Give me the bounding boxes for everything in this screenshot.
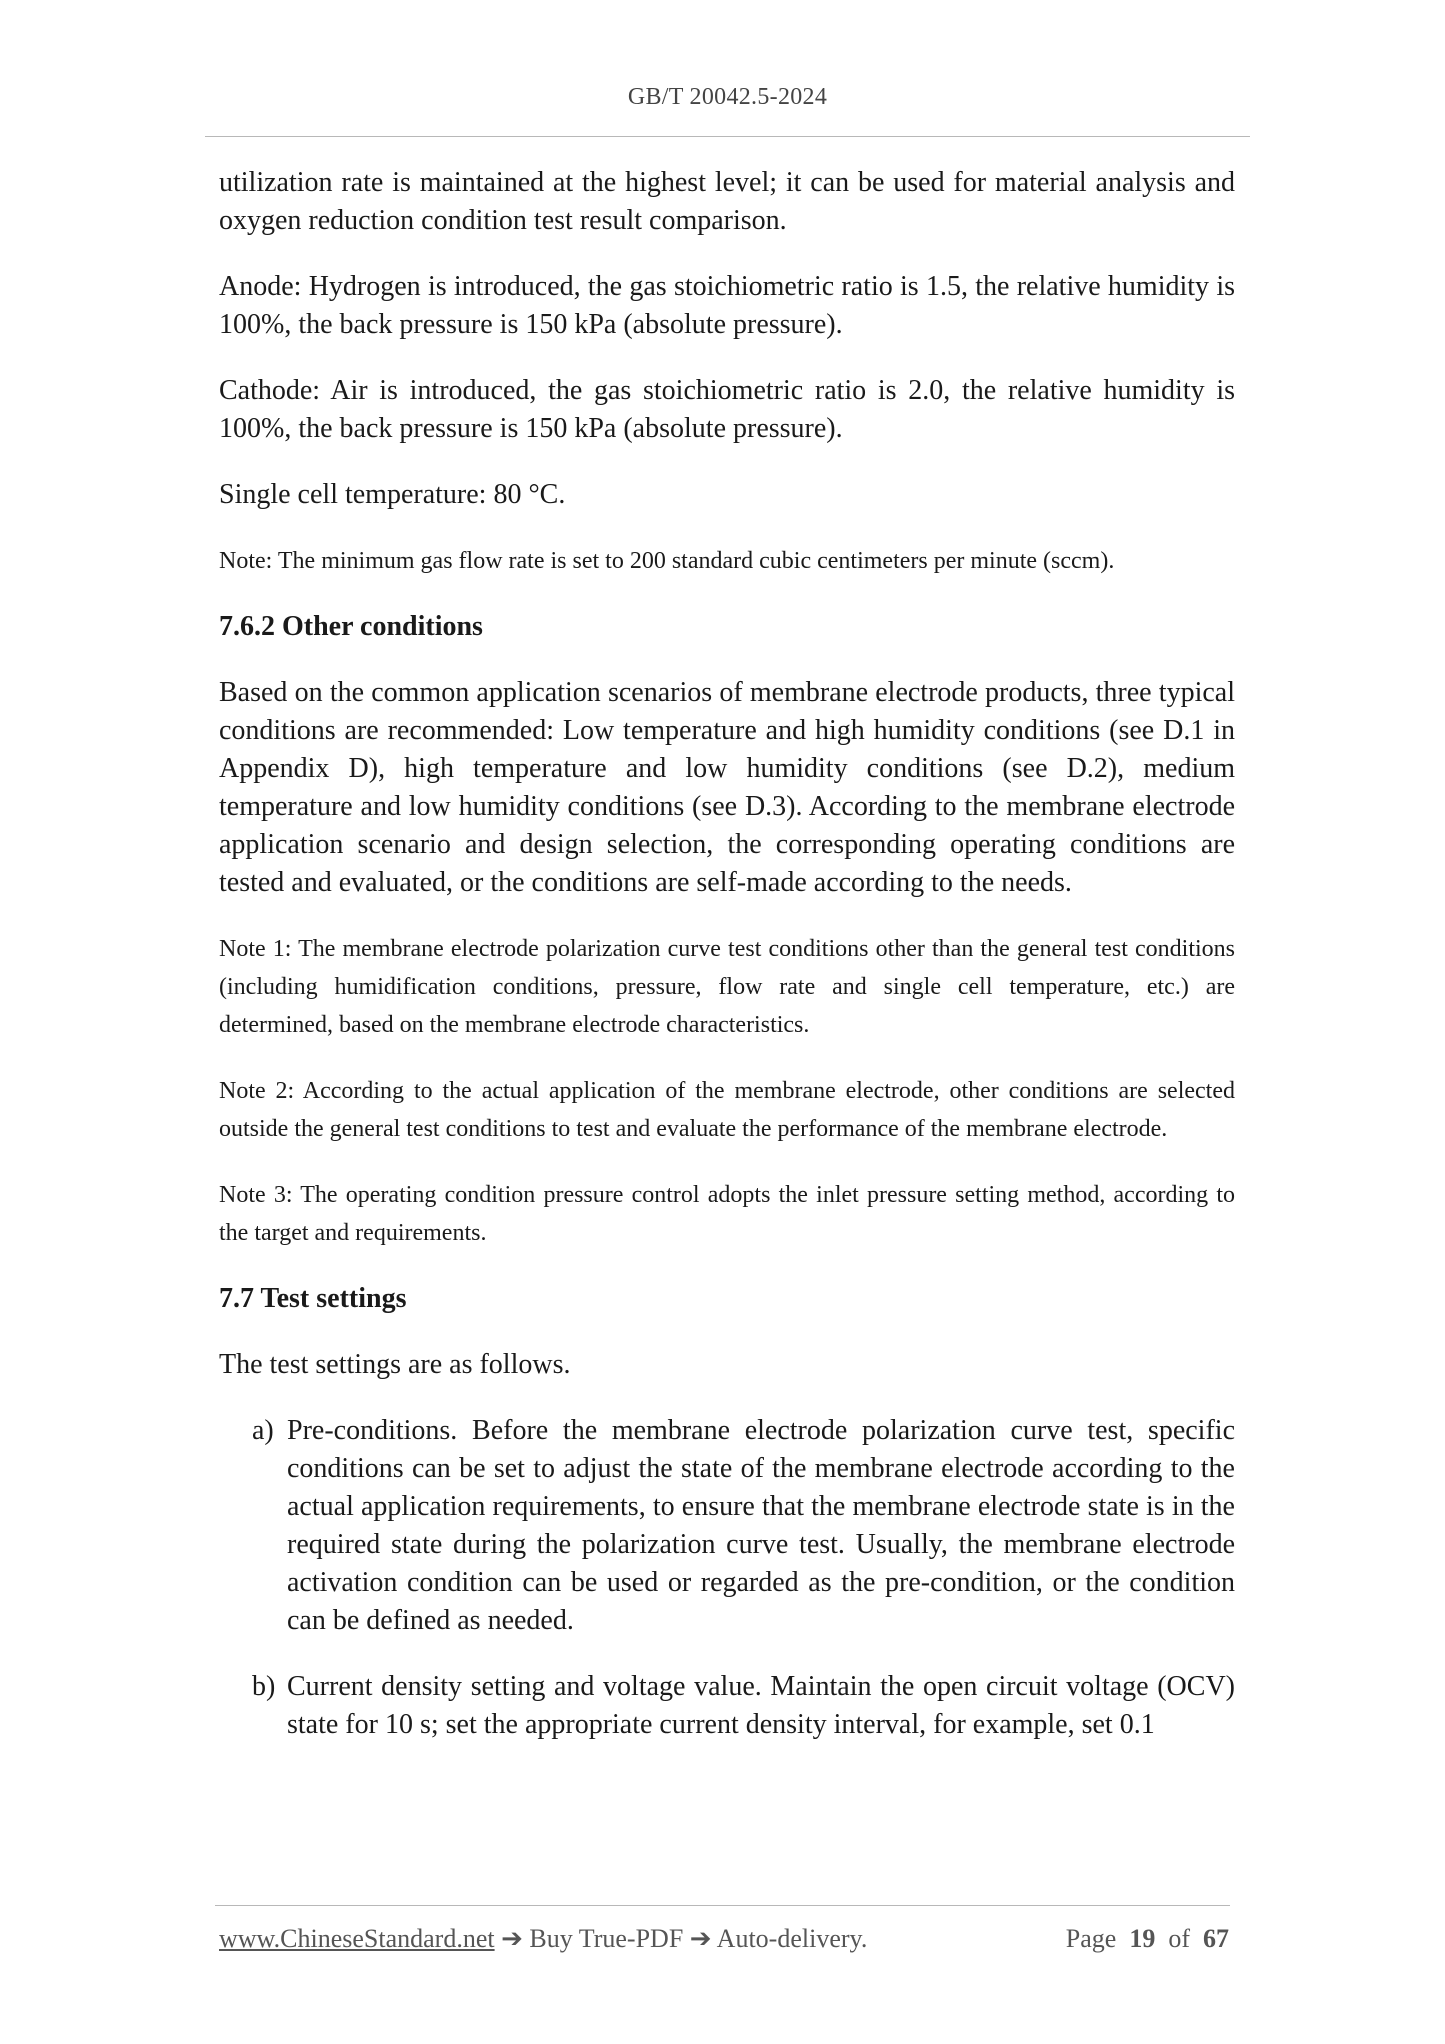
- paragraph-other-conditions: Based on the common application scenarios of membrane electrode products, three typical conditions are recommended: Low temperature and high humidity conditions (see D.1 in Appendix D), high temperature and low humidity conditions (see D.2), medium temperature and low humidity conditions (see D.3). According to the membrane electrode application scenario and design selection, the corresponding operating conditions are tested and evaluated, or the conditions are self-made according to the needs.: [219, 677, 1235, 898]
- note-1: Note 1: The membrane electrode polarization curve test conditions other than the general test conditions (including humidification conditions, pressure, flow rate and single cell temperature, etc.) are determined, based on the membrane electrode characteristics.: [219, 936, 1235, 1038]
- page-total: 67: [1203, 1924, 1229, 1953]
- list-marker-b: b): [252, 1671, 276, 1702]
- note-min-gas-flow: Note: The minimum gas flow rate is set to 200 standard cubic centimeters per minute (sccm).: [219, 548, 1115, 574]
- footer-divider: [215, 1905, 1230, 1906]
- heading-7-6-2: 7.6.2 Other conditions: [219, 611, 483, 642]
- page-footer: [219, 1924, 1229, 1958]
- page-indicator: [1066, 1924, 1229, 1954]
- paragraph-utilization: utilization rate is maintained at the highest level; it can be used for material analysis and oxygen reduction condition test result comparison.: [219, 167, 1235, 236]
- paragraph-anode: Anode: Hydrogen is introduced, the gas stoichiometric ratio is 1.5, the relative humidity is 100%, the back pressure is 150 kPa (absolute pressure).: [219, 271, 1235, 340]
- of-word: of: [1168, 1924, 1190, 1953]
- list-item-b: [219, 1668, 1235, 1744]
- list-text-b: Current density setting and voltage value. Maintain the open circuit voltage (OCV) state for 10 s; set the appropriate current density interval, for example, set 0.1: [287, 1671, 1235, 1740]
- paragraph-cathode: Cathode: Air is introduced, the gas stoichiometric ratio is 2.0, the relative humidity is 100%, the back pressure is 150 kPa (absolute pressure).: [219, 375, 1235, 444]
- list-item-a: [219, 1412, 1235, 1640]
- buy-true-pdf-text: Buy True-PDF: [529, 1924, 684, 1953]
- paragraph-test-settings-intro: The test settings are as follows.: [219, 1349, 571, 1380]
- note-3: Note 3: The operating condition pressure control adopts the inlet pressure setting method, according to the target and requirements.: [219, 1182, 1235, 1246]
- arrow-right-icon: ➔: [689, 1924, 712, 1953]
- page-word: Page: [1065, 1924, 1117, 1953]
- auto-delivery-text: Auto-delivery.: [716, 1924, 868, 1953]
- page-number: 19: [1129, 1924, 1156, 1953]
- chinesestandard-link[interactable]: www.ChineseStandard.net: [219, 1924, 495, 1953]
- page-content: [219, 164, 1235, 1772]
- list-text-a: Pre-conditions. Before the membrane electrode polarization curve test, specific conditions can be set to adjust the state of the membrane electrode according to the actual application requirements, to ensure that the membrane electrode state is in the required state during the polarization curve test. Usually, the membrane electrode activation condition can be used or regarded as the pre-condition, or the condition can be defined as needed.: [287, 1415, 1235, 1636]
- heading-7-7: 7.7 Test settings: [219, 1283, 407, 1314]
- paragraph-cell-temperature: Single cell temperature: 80 °C.: [219, 479, 566, 510]
- page-header: GB/T 20042.5-2024: [627, 84, 828, 110]
- header-divider: [205, 136, 1250, 137]
- arrow-right-icon: ➔: [501, 1924, 523, 1953]
- list-marker-a: a): [252, 1415, 274, 1446]
- note-2: Note 2: According to the actual application of the membrane electrode, other conditions are selected outside the general test conditions to test and evaluate the performance of the membrane electrode.: [219, 1078, 1235, 1142]
